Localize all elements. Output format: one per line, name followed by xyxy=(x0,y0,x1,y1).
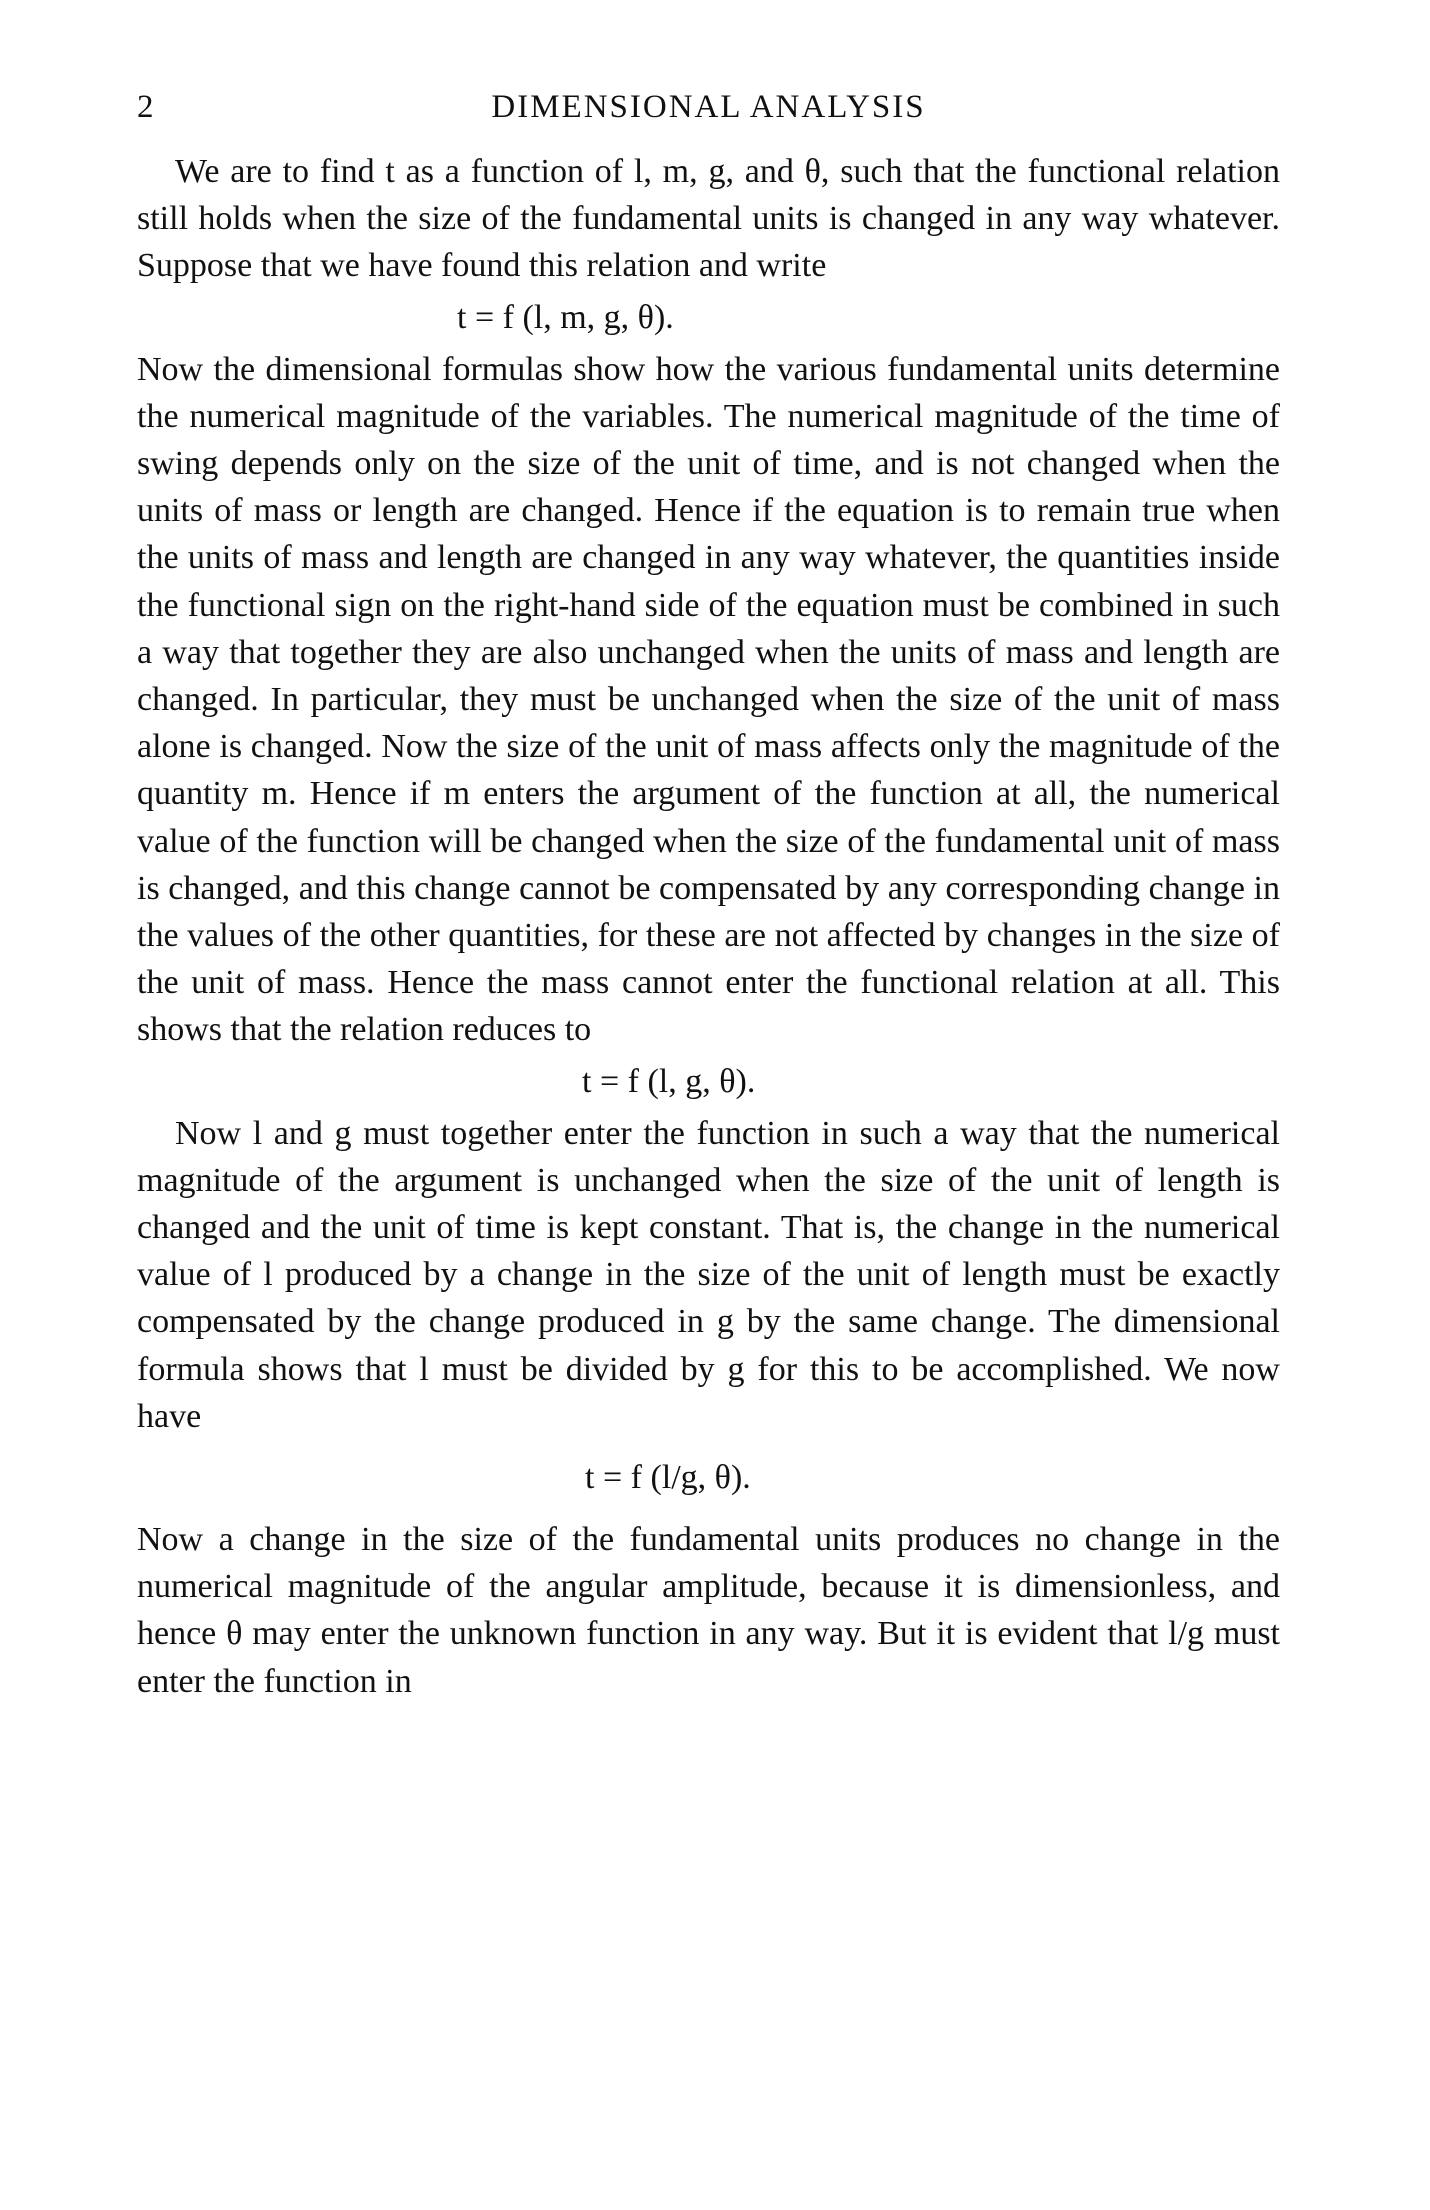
body-text xyxy=(137,148,1280,1705)
equation-3: t = f (l/g, θ). xyxy=(585,1459,751,1497)
paragraph-2: Now the dimensional formulas show how the various fundamental units determine the numerical magnitude of the variables. The numerical magnitude of the time of swing depends only on the size of the unit of time, and is not changed when the units of mass or length are changed. Hence if the equation is to remain true when the units of mass and length are changed in any way whatever, the quantities inside the functional sign on the right-hand side of the equation must be combined in such a way that together they are also unchanged when the units of mass and length are changed. In particular, they must be unchanged when the size of the unit of mass alone is changed. Now the size of the unit of mass affects only the magnitude of the quantity m. Hence if m enters the argument of the function at all, the numerical value of the function will be changed when the size of the fundamental unit of mass is changed, and this change cannot be compensated by any corresponding change in the values of the other quantities, for these are not affected by changes in the size of the unit of mass. Hence the mass cannot enter the functional relation at all. This shows that the relation reduces to xyxy=(137,350,1280,1049)
paragraph-4: Now a change in the size of the fundamental units produces no change in the numerical magnitude of the angular amplitude, because it is dimensionless, and hence θ may enter the unknown function in any way. But it is evident that l/g must enter the function in xyxy=(137,1521,1280,1700)
paragraph-3: Now l and g must together enter the function in such a way that the numerical magnitude of the argument is unchanged when the size of the unit of length is changed and the unit of time is kept constant. That is, the change in the numerical value of l produced by a change in the size of the unit of length must be exactly compensated by the change produced in g by the same change. The dimensional formula shows that l must be divided by g for this to be accomplished. We now have xyxy=(137,1114,1280,1435)
equation-1: t = f (l, m, g, θ). xyxy=(457,298,674,336)
page-number: 2 xyxy=(137,89,154,125)
page-header xyxy=(137,82,1280,132)
paragraph-1: We are to find t as a function of l, m, g, and θ, such that the functional relation still holds when the size of the fundamental units is changed in any way whatever. Suppose that we have found this relation and write xyxy=(137,153,1280,285)
equation-2: t = f (l, g, θ). xyxy=(582,1062,756,1100)
running-head: DIMENSIONAL ANALYSIS xyxy=(491,89,926,125)
